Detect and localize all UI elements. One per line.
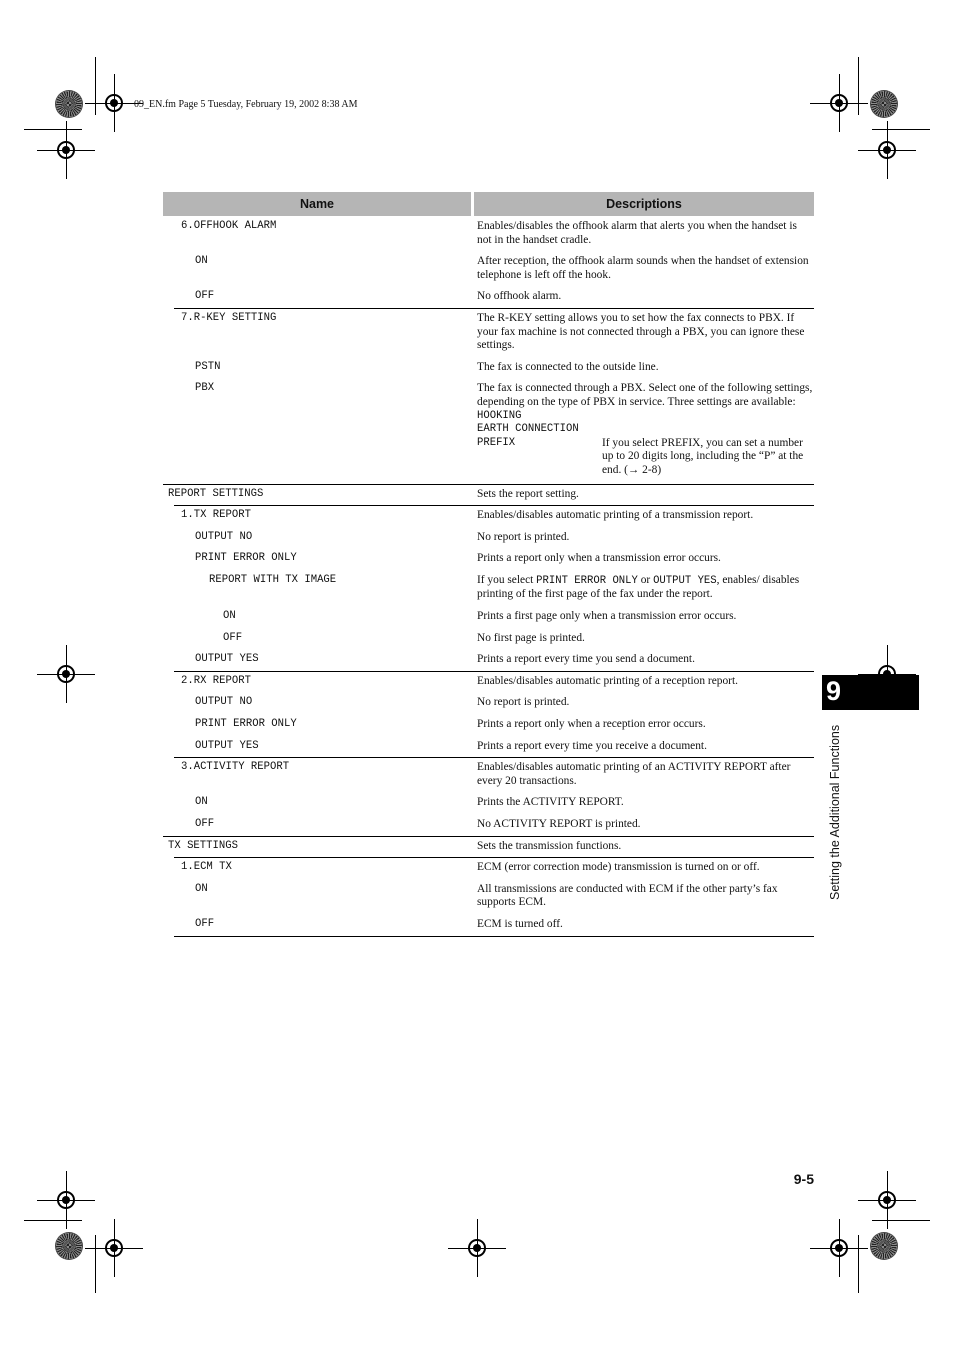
setting-name: 6.OFFHOOK ALARM	[181, 220, 277, 232]
crop-mark	[95, 57, 96, 115]
setting-name: OFF	[223, 631, 243, 644]
table-row	[163, 736, 814, 758]
crop-mark	[95, 1235, 96, 1293]
settings-table	[163, 192, 814, 937]
registration-rosette-icon	[871, 91, 897, 117]
crop-mark	[872, 1220, 930, 1221]
crop-mark	[24, 1220, 82, 1221]
setting-name: OFF	[195, 818, 215, 830]
setting-name: REPORT SETTINGS	[168, 487, 264, 500]
setting-description: Prints a report only when a reception error occurs.	[477, 718, 706, 731]
table-row	[163, 814, 814, 836]
table-row	[163, 671, 814, 693]
pbx-option-hooking: HOOKING	[477, 409, 522, 422]
column-header-name: Name	[163, 192, 471, 216]
table-row	[163, 692, 814, 714]
setting-description: No report is printed.	[477, 530, 570, 543]
setting-name: PRINT ERROR ONLY	[195, 718, 297, 731]
setting-name: OUTPUT YES	[195, 739, 259, 752]
setting-name: PRINT ERROR ONLY	[195, 552, 297, 565]
table-row	[163, 548, 814, 570]
setting-description: Prints a report only when a transmission error occurs.	[477, 552, 721, 565]
setting-description: Prints a report every time you send a document.	[477, 653, 695, 666]
table-row	[163, 628, 814, 650]
setting-description: ECM is turned off.	[477, 917, 563, 930]
chapter-tab	[822, 675, 919, 710]
table-row	[163, 251, 814, 286]
file-header-line: 09_EN.fm Page 5 Tuesday, February 19, 2002 8:38 AM	[134, 99, 358, 110]
table-row	[163, 714, 814, 736]
table-row	[163, 757, 814, 792]
registration-rosette-icon	[56, 1233, 82, 1259]
setting-description: Prints the ACTIVITY REPORT.	[477, 796, 624, 809]
crop-mark	[858, 1235, 859, 1293]
setting-name: PBX	[195, 382, 215, 395]
setting-name: OUTPUT NO	[195, 696, 253, 709]
registration-rosette-icon	[871, 1233, 897, 1259]
table-row	[163, 879, 814, 914]
setting-name: OUTPUT NO	[195, 530, 253, 543]
table-row	[163, 308, 814, 357]
setting-description: Prints a report every time you receive a document.	[477, 739, 707, 752]
pbx-option-prefix-row	[477, 437, 814, 478]
setting-description: Enables/disables automatic printing of a reception report.	[477, 674, 738, 687]
table-row	[163, 792, 814, 814]
setting-name: OFF	[195, 917, 215, 930]
setting-name: REPORT WITH TX IMAGE	[209, 573, 337, 586]
crop-mark	[858, 57, 859, 115]
table-row	[163, 527, 814, 549]
pbx-intro-text: The fax is connected through a PBX. Select one of the following settings, depending on the type of PBX in service. Three settings are available:	[477, 382, 813, 408]
pbx-option-prefix-description: If you select PREFIX, you can set a number up to 20 digits long, including the “P” at the end. (→ 2-8)	[602, 436, 804, 476]
crop-mark	[872, 129, 930, 130]
setting-description: No report is printed.	[477, 696, 570, 709]
pbx-option-earth-connection: EARTH CONNECTION	[477, 423, 579, 436]
setting-description: The fax is connected to the outside line.	[477, 360, 659, 373]
setting-description: No offhook alarm.	[477, 290, 562, 303]
setting-name: ON	[195, 255, 208, 268]
setting-name: ON	[223, 610, 236, 623]
setting-description: All transmissions are conducted with ECM if the other party’s fax supports ECM.	[477, 882, 778, 909]
setting-description: Enables/disables the offhook alarm that alerts you when the handset is not in the handset cradle.	[477, 220, 797, 246]
table-row	[163, 286, 814, 308]
setting-description: The R-KEY setting allows you to set how the fax connects to PBX. If your fax machine is not connected through a PBX, you can ignore these settings.	[477, 311, 805, 352]
table-row	[163, 357, 814, 379]
setting-name: ON	[195, 796, 208, 809]
crop-mark	[24, 129, 82, 130]
table-row	[163, 570, 814, 606]
table-row	[174, 914, 814, 937]
setting-name: OUTPUT YES	[195, 653, 259, 666]
setting-description: No ACTIVITY REPORT is printed.	[477, 818, 641, 830]
table-row	[163, 505, 814, 527]
setting-name: PSTN	[195, 360, 221, 373]
setting-description: ECM (error correction mode) transmission is turned on or off.	[477, 861, 760, 874]
page-number: 9-5	[793, 1171, 814, 1187]
chapter-number: 9	[826, 676, 842, 706]
column-header-descriptions: Descriptions	[474, 192, 814, 216]
setting-description: After reception, the offhook alarm sounds when the handset of extension telephone is left off the hook.	[477, 255, 809, 281]
setting-name: 1.TX REPORT	[181, 509, 251, 522]
setting-name: OFF	[195, 290, 215, 303]
table-row	[163, 484, 814, 506]
table-header	[163, 192, 814, 216]
table-row	[163, 836, 814, 858]
pbx-option-prefix: PREFIX	[477, 436, 516, 449]
setting-description	[477, 382, 814, 477]
setting-name: TX SETTINGS	[168, 839, 238, 852]
table-row	[163, 378, 814, 483]
setting-description: Enables/disables automatic printing of an ACTIVITY REPORT after every 20 transactions.	[477, 761, 791, 787]
setting-name: 2.RX REPORT	[181, 674, 251, 687]
setting-description: If you select PRINT ERROR ONLY or OUTPUT YES, enables/ disables printing of the first page of the fax under the report.	[477, 573, 800, 601]
setting-description: Enables/disables automatic printing of a transmission report.	[477, 509, 754, 522]
setting-name: 7.R-KEY SETTING	[181, 311, 277, 324]
setting-description: Prints a first page only when a transmission error occurs.	[477, 610, 737, 623]
chapter-side-title: Setting the Additional Functions	[828, 724, 842, 900]
setting-name: 1.ECM TX	[181, 861, 232, 874]
table-row	[163, 606, 814, 628]
table-row	[163, 857, 814, 879]
table-row	[163, 216, 814, 251]
setting-name: ON	[195, 882, 208, 895]
setting-description: Sets the report setting.	[477, 487, 579, 500]
setting-description: Sets the transmission functions.	[477, 839, 622, 852]
registration-rosette-icon	[56, 91, 82, 117]
table-row	[163, 649, 814, 671]
setting-name: 3.ACTIVITY REPORT	[181, 761, 290, 774]
setting-description: No first page is printed.	[477, 631, 585, 644]
